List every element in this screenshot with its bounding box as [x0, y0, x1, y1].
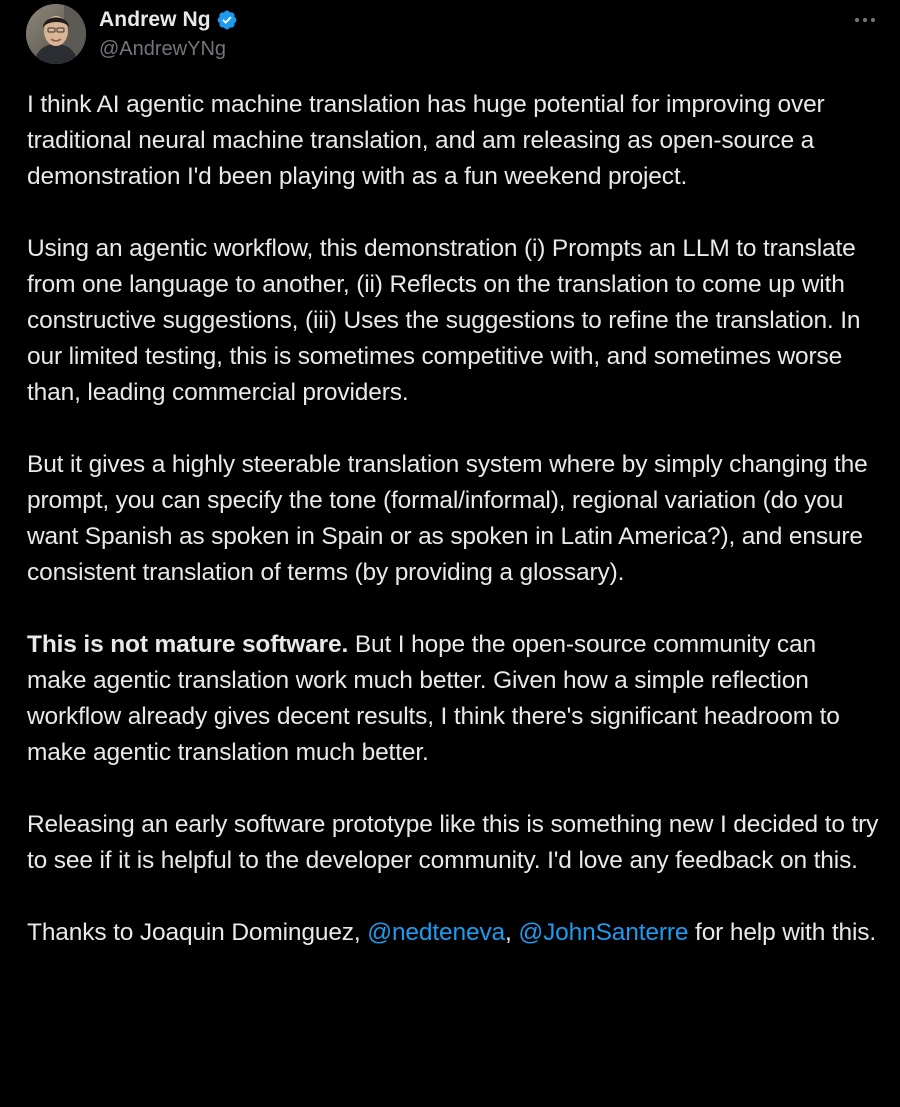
more-options-icon[interactable] [852, 10, 878, 30]
paragraph-4 [27, 627, 879, 771]
paragraph-3: But it gives a highly steerable translation system where by simply changing the prompt, you can specify the tone (formal/informal), regional variation (do you want Spanish as spoken in Spain or as spoken in Latin America?), and ensure consistent translation of terms (by providing a glossary). [27, 451, 868, 586]
paragraph-1: I think AI agentic machine translation has huge potential for improving over traditional neural machine translation, and am releasing as open-source a demonstration I'd been playing with as a fun weekend project. [27, 91, 825, 190]
mention-johnsanterre[interactable]: @JohnSanterre [518, 919, 689, 946]
verified-badge-icon[interactable] [216, 9, 238, 31]
mention-nedteneva[interactable]: @nedteneva [367, 919, 506, 946]
paragraph-2: Using an agentic workflow, this demonstration (i) Prompts an LLM to translate from one language to another, (ii) Reflects on the translation to come up with constructive suggestions, (iii) Uses the suggestions to refine the translation. In our limited testing, this is sometimes competitive with, and sometimes worse than, leading commercial providers. [27, 235, 861, 406]
paragraph-5: Releasing an early software prototype like this is something new I decided to try to see if it is helpful to the developer community. I'd love any feedback on this. [27, 811, 879, 874]
profile-photo-icon [26, 4, 86, 64]
tweet-text [27, 87, 879, 951]
paragraph-6 [27, 915, 879, 951]
separator-text: , [505, 919, 519, 946]
display-name[interactable]: Andrew Ng [99, 8, 211, 31]
avatar[interactable] [26, 4, 86, 64]
handle[interactable]: @AndrewYNg [99, 38, 227, 60]
thanks-end-text: for help with this. [688, 919, 877, 946]
bold-statement: This is not mature software. [27, 631, 349, 658]
paragraph-4-rest: But I hope the open-source community can make agentic translation work much better. Given how a simple reflection workflow already gives decent results, I think there's significant headroom to make agentic translation much better. [27, 631, 840, 766]
thanks-text: Thanks to Joaquin Dominguez, [27, 919, 368, 946]
name-row [99, 6, 238, 34]
author-info [99, 6, 238, 63]
